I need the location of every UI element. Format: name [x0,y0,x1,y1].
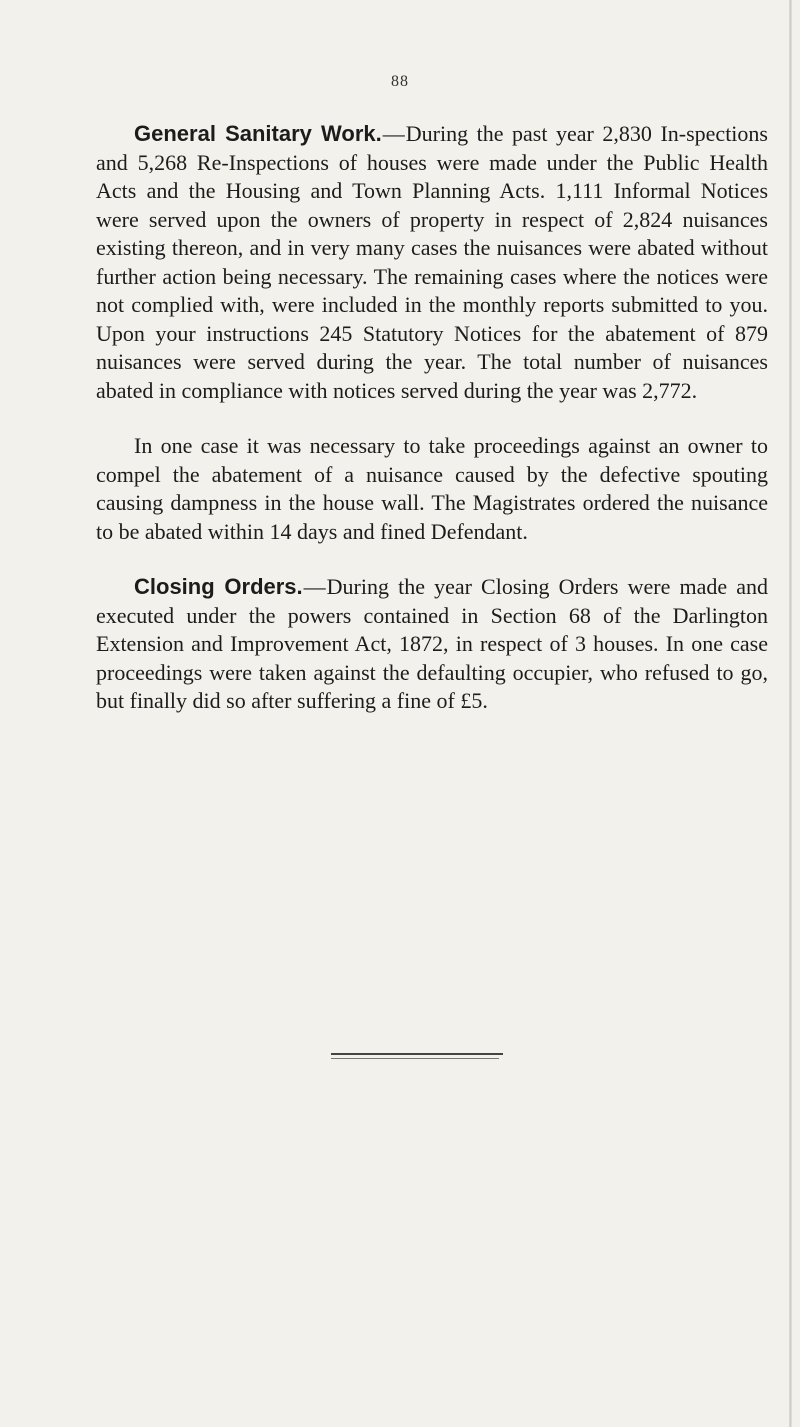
sanitary-work-paragraph [96,120,768,405]
closing-orders-heading: Closing Orders. [134,574,303,599]
paragraph-gap [96,546,768,573]
closing-orders-text: During the year Closing Orders were made and executed under the powers contained in Section 68 of the Darlington Extension and Improvement Act, 1872, in respect of 3 houses. In one case proceedings were taken against the defaulting occupier, who refused to go, but finally did so after suffering a fine of £5. [96,574,768,713]
section-end-rule [331,1053,503,1055]
closing-orders-dash: — [303,574,326,599]
page-body [96,120,768,716]
page-number: 88 [391,73,409,90]
paragraph-gap [96,405,768,432]
proceedings-paragraph [96,432,768,546]
closing-orders-paragraph [96,573,768,716]
section-end-rule-thin [331,1058,499,1059]
sanitary-work-dash: — [382,121,405,146]
sanitary-work-heading: General Sanitary Work. [134,121,382,146]
sanitary-work-text: During the past year 2,830 In-spections and 5,268 Re-Inspections of houses were made under the Public Health Acts and the Housing and Town Planning Acts. 1,111 Informal Notices were served upon the owners of property in respect of 2,824 nuisances existing thereon, and in very many cases the nuisances were abated without further action being necessary. The remaining cases where the notices were not complied with, were included in the monthly reports submitted to you. Upon your instructions 245 Statutory Notices for the abatement of 879 nuisances were served during the year. The total number of nuisances abated in compliance with notices served during the year was 2,772. [96,121,768,403]
page-spine-edge [789,0,792,1427]
proceedings-text: In one case it was necessary to take proceedings against an owner to compel the abatement of a nuisance caused by the defective spouting causing dampness in the house wall. The Magistrates ordered the nuisance to be abated within 14 days and fined Defendant. [96,433,768,544]
